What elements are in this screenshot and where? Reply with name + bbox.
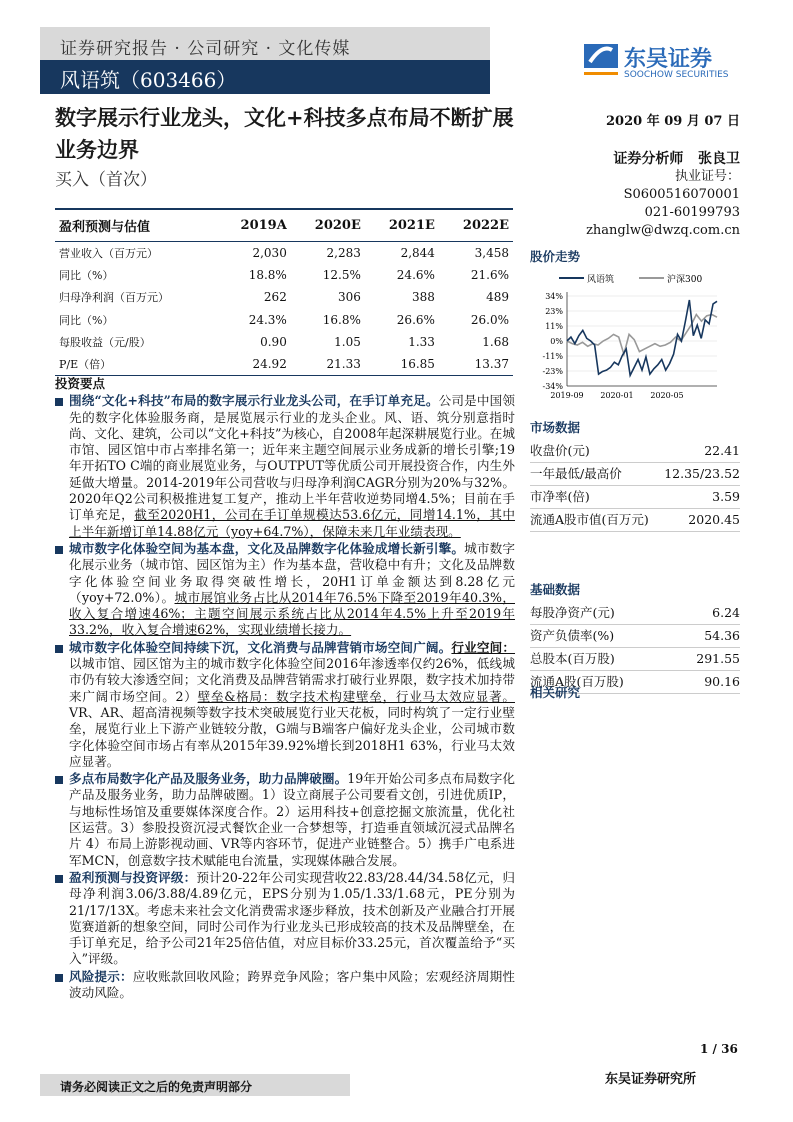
table-cell: 营业收入（百万元） [59,246,158,260]
table-header: 2021E [365,209,439,242]
table-cell: 每股收益（元/股） [59,335,151,349]
x-tick-label: 2019-09 [550,391,584,400]
table-header: 2022E [439,209,513,242]
label: 一年最低/最高价 [530,466,622,481]
section-heading: 投资要点 [55,376,106,391]
table-cell: 306 [337,290,361,305]
value: 3.59 [712,489,740,504]
institute: 东吴证券研究所 [605,1072,697,1087]
forecast-table [55,208,513,376]
table-cell: 24.92 [217,353,291,375]
table-header: 盈利预测与估值 [55,209,217,242]
table-cell: 388 [412,290,435,305]
value: 12.35/23.52 [664,466,740,481]
table-cell: 16.8% [322,312,361,327]
bullet-5: 盈利预测与投资评级：预计20-22年公司实现营收22.83/28.44/34.58亿元，归母净利润3.06/3.88/4.89亿元，EPS分别为1.05/1.33/1.68元，PE分别为21/17/13X。考虑未来社会文化消费需求逐步释放，技术创新及产业融合打开展览赛道新的想象空间，同时公司作为行业龙头已形成较高的技术及品牌壁垒，在手订单充足，给予公司21年25倍估值，对应目标价33.25元，首次覆盖给予“买入”评级。 [55,870,515,968]
value: 90.16 [704,674,740,689]
table-cell: 1.05 [334,334,361,349]
x-tick-label: 2020-05 [650,391,684,400]
y-tick-label: 34% [545,292,563,301]
bullet-2: 城市数字化体验空间为基本盘，文化及品牌数字化体验成增长新引擎。城市数字化展示业务（城市馆、园区馆为主）作为基本盘，营收稳中有升；文化及品牌数字化体验空间业务取得突破性增长，20H1订单金额达到8.28亿元（yoy+72.0%）。城市展馆业务占比从2014年76.5%下降至2019年40.3%，收入复合增速46%；主题空间展示系统占比从2014年4.5%上升至2019年33.2%，收入复合增速62%，实现业绩增长接力。 [55,541,515,639]
table-cell: P/E（倍） [55,353,217,375]
value: 54.36 [704,628,740,643]
y-tick-label: 0% [550,337,563,346]
label: 流通A股市值(百万元) [530,512,649,527]
bullet-4: 多点布局数字化产品及服务业务，助力品牌破圈。19年开始公司多点布局数字化产品及服务业务，助力品牌破圈。1）设立商展子公司要看文创，引进优质IP，与地标性场馆及重要媒体深度合作。2）运用科技+创意挖掘文旅流量，优化社区运营。3）参股投资沉浸式餐饮企业一合梦想等，打造垂直领域沉浸式品牌名片 4）布局上游影视动画、VR等内容环节，促进产业链整合。5）携手广电系进军MCN，创意数字技术赋能电台流量，实现媒体融合发展。 [55,771,515,869]
rating: 买入（首次） [55,170,157,190]
table-cell: 同比（%） [59,313,114,327]
table-cell: 12.5% [322,267,361,282]
y-tick-label: -11% [542,352,563,361]
bullet-6: 风险提示：应收账款回收风险；跨界竞争风险；客户集中风险；宏观经济周期性波动风险。 [55,969,515,1002]
report-date: 2020 年 09 月 07 日 [606,114,740,129]
basic-row [530,625,740,648]
table-row [55,353,513,375]
table-row [55,331,513,353]
bullet-3: 城市数字化体验空间持续下沉，文化消费与品牌营销市场空间广阔。行业空间：以城市馆、园区馆为主的城市数字化体验空间2016年渗透率仅约26%，低线城市仍有较大渗透空间；文化消费及品牌营销需求打破行业界限，数字技术加持带来广阔市场空间。2）壁垒&格局：数字技术构建壁垒，行业马太效应显著。VR、AR、超高清视频等数字技术突破展览行业天花板，同时构筑了一定行业壁垒，展览行业上下游产业链较分散，G端与B端客户偏好龙头企业，公司城市数字化体验空间市场占有率从2015年39.92%增长到2018H1 63%，行业马太效应显著。 [55,640,515,770]
table-cell: 2,844 [400,245,435,260]
page-number: 1 / 36 [700,1042,738,1056]
basic-row [530,602,740,625]
table-cell: 0.90 [260,334,287,349]
y-tick-label: 11% [545,322,563,331]
table-cell: 同比（%） [59,268,114,282]
label: 每股净资产(元) [530,605,615,620]
table-cell: 2,283 [326,245,361,260]
table-cell: 归母净利润（百万元） [59,291,169,305]
investment-highlights [55,376,515,1002]
market-row [530,509,740,532]
disclaimer: 请务必阅读正文之后的免责声明部分 [40,1074,350,1096]
logo-en: SOOCHOW SECURITIES [624,70,729,80]
table-cell: 16.85 [365,353,439,375]
value: 2020.45 [688,512,740,527]
table-cell: 3,458 [474,245,509,260]
table-cell: 489 [486,290,509,305]
logo-icon [582,42,622,82]
table-cell: 1.33 [408,334,435,349]
table-header: 2019A [217,209,291,242]
market-row [530,463,740,486]
report-category: 证券研究报告 · 公司研究 · 文化传媒 [40,27,490,60]
table-row [55,264,513,286]
label: 市净率(倍) [530,489,590,504]
value: 22.41 [704,443,740,458]
basic-row [530,648,740,671]
table-cell: 24.3% [248,312,287,327]
market-data: 市场数据 收盘价(元) 22.41 一年最低/最高价 12.35/23.52 市净率(倍) 3.59 流通A股市值(百万元) 2020.45 [530,418,740,532]
legend-label: 沪深300 [667,275,703,285]
table-cell: 1.68 [482,334,509,349]
soochow-logo [582,42,742,82]
table-cell: 18.8% [248,267,287,282]
table-cell: 13.37 [439,353,513,375]
label: 流通A股(百万股) [530,674,624,689]
y-tick-label: -34% [542,382,563,391]
table-row [55,286,513,308]
logo-cn: 东吴证券 [624,47,713,72]
x-tick-label: 2020-01 [600,391,634,400]
chart-title: 股价走势 [530,249,581,264]
table-cell: 26.6% [396,312,435,327]
y-tick-label: 23% [545,307,563,316]
table-cell: 262 [263,290,287,305]
table-cell: 26.0% [470,312,509,327]
stock-price-chart [527,268,742,408]
related-research[interactable]: 相关研究 [530,685,581,700]
label: 总股本(百万股) [530,651,615,666]
table-row [55,242,513,264]
report-title: 数字展示行业龙头，文化+科技多点布局不断扩展业务边界 [55,105,514,162]
y-tick-label: -23% [542,367,563,376]
table-cell: 2,030 [252,245,287,260]
legend-label: 风语筑 [587,275,615,285]
analyst-info [560,150,740,240]
basic-data: 基础数据 每股净资产(元) 6.24 资产负债率(%) 54.36 总股本(百万股) 291.55 流通A股(百万股) 90.16 [530,580,740,694]
market-row [530,486,740,509]
analyst-email[interactable]: zhanglw@dwzq.com.cn [586,223,740,238]
value: 6.24 [712,605,740,620]
label: 资产负债率(%) [530,628,615,643]
table-header: 2020E [291,209,365,242]
analyst-license: 执业证号：S0600516070001 [623,169,740,202]
market-row [530,440,740,463]
table-cell: 21.6% [470,267,509,282]
analyst-role: 证券分析师 [613,151,684,167]
table-row [55,308,513,330]
label: 收盘价(元) [530,443,590,458]
company-name: 风语筑（603466） [40,60,490,94]
value: 291.55 [696,651,740,666]
table-cell: 24.6% [396,267,435,282]
bullet-1: 围绕“文化+科技”布局的数字展示行业龙头公司，在手订单充足。公司是中国领先的数字化体验服务商，是展览展示行业的龙头企业。风、语、筑分别意指时尚、文化、建筑，公司以“文化+科技”为核心，自2008年起深耕展览行业。在城市馆、园区馆中市占率排名第一；近年来主题空间展示业务成新的增长引擎;19年开拓TO C端的商业展览业务，与OUTPUT等优质公司开展投资合作，内生外延做大增量。2014-2019年公司营收与归母净利润CAGR分别为20%与32%。2020年Q2公司积极推进复工复产，推动上半年营收逆势同增4.5%；目前在手订单充足，截至2020H1，公司在手订单规模达53.6亿元，同增14.1%，其中上半年新增订单14.88亿元（yoy+64.7%），保障未来几年业绩表现。 [55,393,515,540]
analyst-name: 张良卫 [698,151,740,167]
table-cell: 21.33 [291,353,365,375]
analyst-phone: 021-60199793 [644,205,740,220]
